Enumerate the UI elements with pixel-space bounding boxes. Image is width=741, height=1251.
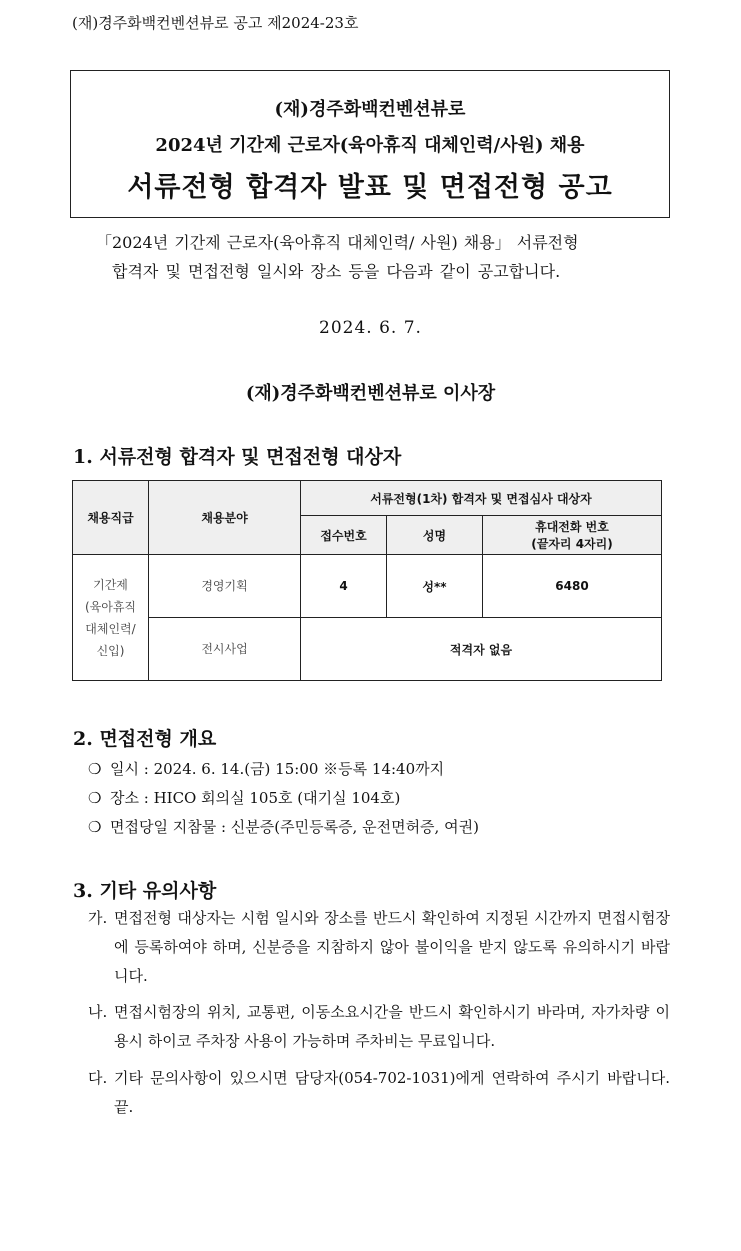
position-cell: [73, 555, 149, 681]
note-item: [88, 1064, 670, 1124]
note-text: 면접시험장의 위치, 교통편, 이동소요시간을 반드시 확인하시기 바라며, 자가차량 이용시 하이코 주차장 사용이 가능하며 주차비는 무료입니다.: [114, 1003, 670, 1050]
interview-items-to-bring: [88, 816, 479, 837]
position-line: 대체인력/: [85, 621, 136, 636]
field-cell: 경영기획: [149, 555, 301, 618]
title-box: [70, 70, 670, 218]
bullet-text: 면접당일 지참물 : 신분증(주민등록증, 운전면허증, 여권): [110, 818, 479, 836]
header-field: 채용분야: [149, 481, 301, 555]
note-label: 가.: [88, 909, 108, 927]
candidates-table: [72, 480, 662, 681]
table-row: [73, 618, 662, 681]
announcement-date: 2024. 6. 7.: [319, 318, 422, 338]
circle-bullet-icon: ❍: [88, 818, 102, 836]
section-1-heading: 1. 서류전형 합격자 및 면접전형 대상자: [73, 446, 402, 468]
name-cell: 성**: [387, 555, 483, 618]
section-2-heading: 2. 면접전형 개요: [73, 728, 217, 750]
circle-bullet-icon: ❍: [88, 760, 102, 778]
header-position: 채용직급: [73, 481, 149, 555]
organization-title: (재)경주화백컨벤션뷰로: [274, 99, 466, 120]
bullet-text: 일시 : 2024. 6. 14.(금) 15:00 ※등록 14:40까지: [110, 760, 445, 778]
note-item: [88, 904, 670, 994]
note-item: [88, 998, 670, 1058]
header-phone-label: 휴대전화 번호: [535, 520, 609, 534]
field-cell: 전시사업: [149, 618, 301, 681]
header-receipt-no: 접수번호: [301, 516, 387, 555]
position-line: 신입): [96, 643, 125, 658]
intro-line-2: 합격자 및 면접전형 일시와 장소 등을 다음과 같이 공고합니다.: [112, 262, 561, 281]
section-3-heading: 3. 기타 유의사항: [73, 880, 217, 902]
recruitment-title: 2024년 기간제 근로자(육아휴직 대체인력/사원) 채용: [155, 135, 585, 156]
bullet-text: 장소 : HICO 회의실 105호 (대기실 104호): [110, 789, 401, 807]
receipt-no-cell: 4: [301, 555, 387, 618]
table-row: [73, 555, 662, 618]
position-line: (육아휴직: [84, 599, 137, 614]
note-text: 면접전형 대상자는 시험 일시와 장소를 반드시 확인하여 지정된 시간까지 면접시험장에 등록하여야 하며, 신분증을 지참하지 않아 불이익을 받지 않도록 유의하시기 바랍니다.: [114, 909, 670, 985]
circle-bullet-icon: ❍: [88, 789, 102, 807]
interview-datetime: [88, 758, 444, 779]
header-phone: [483, 516, 662, 555]
header-name: 성명: [387, 516, 483, 555]
header-phone-note: (끝자리 4자리): [531, 537, 613, 551]
note-text: 기타 문의사항이 있으시면 담당자(054-702-1031)에게 연락하여 주시기 바랍니다. 끝.: [114, 1069, 670, 1116]
note-label: 다.: [88, 1069, 108, 1087]
no-candidate-cell: 적격자 없음: [301, 618, 662, 681]
note-label: 나.: [88, 1003, 108, 1021]
document-number: (재)경주화백컨벤션뷰로 공고 제2024-23호: [72, 14, 359, 32]
phone-cell: 6480: [483, 555, 662, 618]
interview-place: [88, 787, 400, 808]
announcement-title: 서류전형 합격자 발표 및 면접전형 공고: [127, 172, 613, 203]
issuer: (재)경주화백컨벤션뷰로 이사장: [245, 383, 496, 404]
header-group: 서류전형(1차) 합격자 및 면접심사 대상자: [301, 481, 662, 516]
intro-line-1: 「2024년 기간제 근로자(육아휴직 대체인력/ 사원) 채용」 서류전형: [96, 233, 579, 252]
position-line: 기간제: [93, 577, 128, 592]
